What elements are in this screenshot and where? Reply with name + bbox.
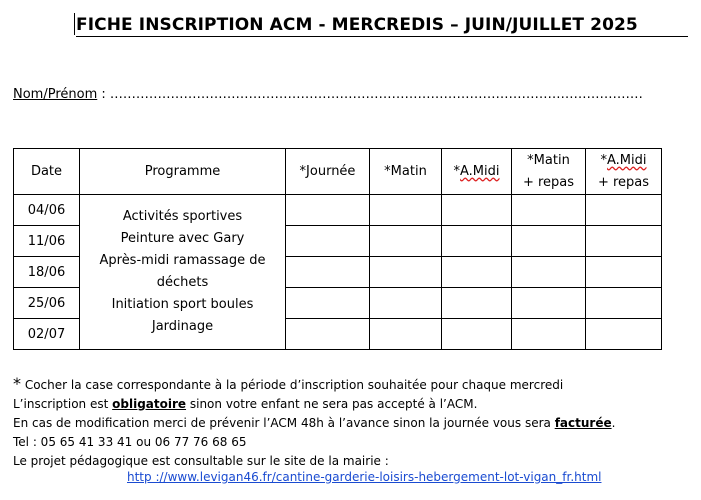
checkbox-amidi[interactable] — [442, 195, 512, 226]
checkbox-matin[interactable] — [370, 319, 442, 350]
checkbox-amidi[interactable] — [442, 257, 512, 288]
checkbox-amidi-repas[interactable] — [586, 319, 662, 350]
header-amidi-star: * — [453, 163, 460, 179]
checkbox-matin[interactable] — [370, 226, 442, 257]
header-amidi-repas-star: * — [600, 152, 607, 168]
header-date: Date — [14, 149, 80, 195]
header-amidi — [442, 149, 512, 195]
header-matin: *Matin — [370, 149, 442, 195]
programme-cell — [80, 195, 286, 350]
note-text: L’inscription est — [13, 397, 113, 411]
checkbox-amidi[interactable] — [442, 319, 512, 350]
checkbox-amidi-repas[interactable] — [586, 226, 662, 257]
note-emphasis: obligatoire — [112, 397, 187, 411]
title-marker — [74, 13, 75, 35]
notes-block — [13, 374, 615, 471]
note-text: . — [611, 416, 616, 430]
header-amidi-word: A.Midi — [460, 163, 500, 179]
header-matin-repas-1: *Matin — [527, 152, 570, 168]
checkbox-matin-repas[interactable] — [512, 195, 586, 226]
checkbox-amidi-repas[interactable] — [586, 257, 662, 288]
note-text: sinon votre enfant ne sera pas accepté à l’ACM. — [186, 397, 478, 411]
mairie-link[interactable]: http ://www.levigan46.fr/cantine-garderie-loisirs-hebergement-lot-vigan_fr.html — [127, 470, 602, 484]
checkbox-matin-repas[interactable] — [512, 257, 586, 288]
checkbox-amidi[interactable] — [442, 226, 512, 257]
checkbox-matin[interactable] — [370, 257, 442, 288]
checkbox-journee[interactable] — [286, 288, 370, 319]
programme-line: déchets — [156, 275, 209, 290]
name-label: Nom/Prénom — [13, 87, 98, 102]
note-text: En cas de modification merci de prévenir l’ACM 48h à l’avance sinon la journée vous sera — [13, 416, 555, 430]
note-phone: Tel : 05 65 41 33 41 ou 06 77 76 68 65 — [13, 435, 247, 449]
header-amidi-repas-word: A.Midi — [607, 152, 647, 168]
note-line-5: Le projet pédagogique est consultable sur le site de la mairie : — [13, 454, 389, 468]
note-line-1 — [13, 374, 615, 395]
page-title: FICHE INSCRIPTION ACM - MERCREDIS – JUIN/JUILLET 2025 — [76, 15, 638, 35]
checkbox-journee[interactable] — [286, 257, 370, 288]
header-matin-repas-2: + repas — [522, 174, 575, 190]
checkbox-journee[interactable] — [286, 319, 370, 350]
checkbox-matin-repas[interactable] — [512, 288, 586, 319]
header-row — [14, 149, 662, 195]
checkbox-journee[interactable] — [286, 226, 370, 257]
checkbox-matin[interactable] — [370, 288, 442, 319]
registration-table — [13, 148, 662, 350]
name-separator: : — [97, 87, 110, 102]
table-row — [14, 195, 662, 226]
checkbox-amidi-repas[interactable] — [586, 288, 662, 319]
date-cell: 11/06 — [14, 226, 80, 257]
header-journee: *Journée — [286, 149, 370, 195]
asterisk-marker: * — [13, 374, 21, 393]
header-amidi-repas — [586, 149, 662, 195]
date-cell: 25/06 — [14, 288, 80, 319]
programme-line: Peinture avec Gary — [120, 231, 245, 246]
checkbox-amidi[interactable] — [442, 288, 512, 319]
date-cell: 18/06 — [14, 257, 80, 288]
checkbox-journee[interactable] — [286, 195, 370, 226]
programme-line: Jardinage — [151, 319, 214, 334]
header-programme: Programme — [80, 149, 286, 195]
date-cell: 02/07 — [14, 319, 80, 350]
name-dotted-line[interactable]: …………………………………………………………………………………………………………… — [109, 87, 643, 102]
date-cell: 04/06 — [14, 195, 80, 226]
note-text: Cocher la case correspondante à la période d’inscription souhaitée pour chaque mercredi — [21, 378, 564, 392]
programme-line: Initiation sport boules — [111, 297, 254, 312]
checkbox-matin[interactable] — [370, 195, 442, 226]
note-line-2 — [13, 395, 615, 414]
note-line-3 — [13, 414, 615, 433]
programme-line: Activités sportives — [122, 209, 243, 224]
note-emphasis: facturée — [554, 416, 612, 430]
header-amidi-repas-2: + repas — [597, 174, 650, 190]
name-field-row — [13, 87, 643, 102]
title-underline — [76, 36, 688, 37]
checkbox-amidi-repas[interactable] — [586, 195, 662, 226]
header-matin-repas — [512, 149, 586, 195]
checkbox-matin-repas[interactable] — [512, 226, 586, 257]
checkbox-matin-repas[interactable] — [512, 319, 586, 350]
programme-line: Après-midi ramassage de — [99, 253, 266, 268]
